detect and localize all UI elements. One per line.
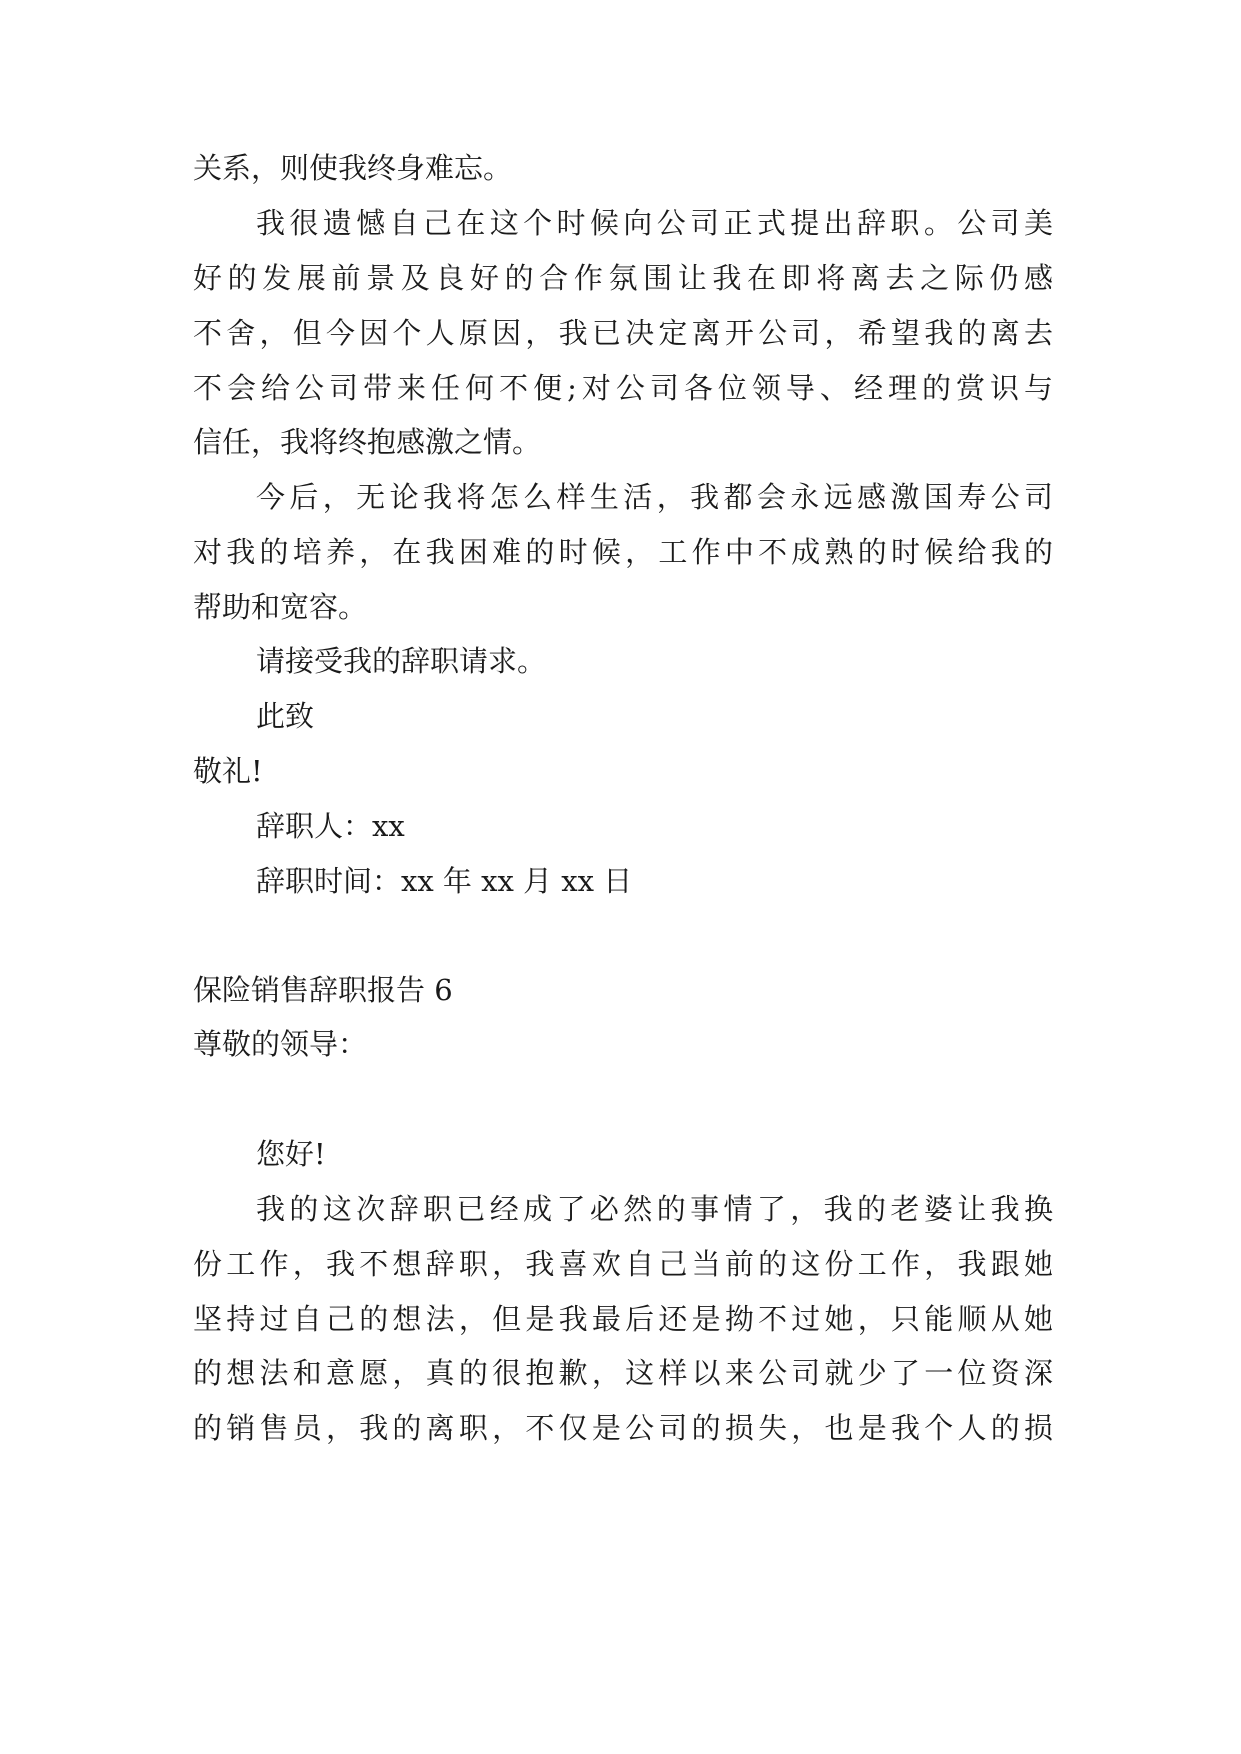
signature-name: 辞职人：xx bbox=[256, 809, 405, 843]
paragraph-line: 对我的培养，在我困难的时候，工作中不成熟的时候给我的 bbox=[193, 535, 1053, 569]
paragraph-line: 关系，则使我终身难忘。 bbox=[193, 151, 513, 185]
paragraph-line: 不会给公司带来任何不便;对公司各位领导、经理的赏识与 bbox=[193, 371, 1053, 405]
paragraph-line: 不舍，但今因个人原因，我已决定离开公司，希望我的离去 bbox=[193, 316, 1053, 350]
paragraph-line: 我很遗憾自己在这个时候向公司正式提出辞职。公司美 bbox=[256, 206, 1053, 240]
paragraph-line: 请接受我的辞职请求。 bbox=[256, 644, 547, 678]
signature-date: 辞职时间：xx 年 xx 月 xx 日 bbox=[256, 864, 633, 898]
paragraph-line: 好的发展前景及良好的合作氛围让我在即将离去之际仍感 bbox=[193, 261, 1053, 295]
closing-line: 此致 bbox=[256, 699, 315, 733]
section-title: 保险销售辞职报告 6 bbox=[193, 973, 453, 1007]
paragraph-line: 份工作，我不想辞职，我喜欢自己当前的这份工作，我跟她 bbox=[193, 1247, 1053, 1281]
greeting-line: 您好! bbox=[256, 1137, 326, 1171]
paragraph-line: 的想法和意愿，真的很抱歉，这样以来公司就少了一位资深 bbox=[193, 1356, 1053, 1390]
paragraph-line: 今后，无论我将怎么样生活，我都会永远感激国寿公司 bbox=[256, 480, 1053, 514]
paragraph-line: 信任，我将终抱感激之情。 bbox=[193, 425, 542, 459]
paragraph-line: 的销售员，我的离职，不仅是公司的损失，也是我个人的损 bbox=[193, 1411, 1053, 1445]
paragraph-line: 帮助和宽容。 bbox=[193, 590, 368, 624]
greeting-line: 尊敬的领导： bbox=[193, 1027, 368, 1061]
paragraph-line: 我的这次辞职已经成了必然的事情了，我的老婆让我换 bbox=[256, 1192, 1053, 1226]
paragraph-line: 坚持过自己的想法，但是我最后还是拗不过她，只能顺从她 bbox=[193, 1302, 1053, 1336]
salutation-line: 敬礼! bbox=[193, 754, 263, 788]
